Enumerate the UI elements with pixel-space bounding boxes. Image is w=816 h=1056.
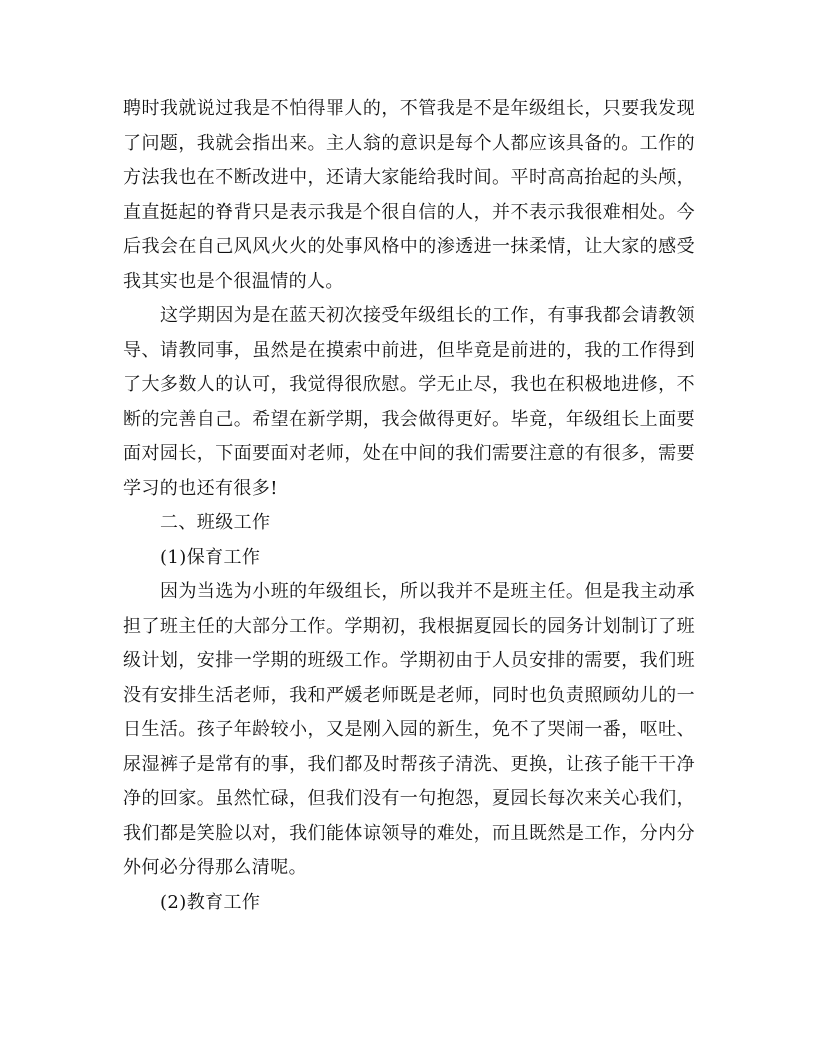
paragraph-care-work: 因为当选为小班的年级组长，所以我并不是班主任。但是我主动承担了班主任的大部分工作。学期初，我根据夏园长的园务计划制订了班级计划，安排一学期的班级工作。学期初由于人员安排的需要，我们班没有安排生活老师，我和严媛老师既是老师，同时也负责照顾幼儿的一日生活。孩子年龄较小，又是刚入园的新生，免不了哭闹一番，呕吐、尿湿裤子是常有的事，我们都及时帮孩子清洗、更换，让孩子能干干净净的回家。虽然忙碌，但我们没有一句抱怨，夏园长每次来关心我们，我们都是笑脸以对，我们能体谅领导的难处，而且既然是工作，分内分外何必分得那么清呢。 bbox=[123, 581, 695, 878]
paragraph-group-leader-work: 这学期因为是在蓝天初次接受年级组长的工作，有事我都会请教领导、请教同事，虽然是在摸索中前进，但毕竟是前进的，我的工作得到了大多数人的认可，我觉得很欣慰。学无止尽，我也在积极地进修，不断的完善自己。希望在新学期，我会做得更好。毕竟，年级组长上面要面对园长，下面要面对老师，处在中间的我们需要注意的有很多，需要学习的也还有很多! bbox=[123, 305, 695, 499]
paragraph-continued: 聘时我就说过我是不怕得罪人的，不管我是不是年级组长，只要我发现了问题，我就会指出来。主人翁的意识是每个人都应该具备的。工作的方法我也在不断改进中，还请大家能给我时间。平时高高抬起的头颅，直直挺起的脊背只是表示我是个很自信的人，并不表示我很难相处。今后我会在自己风风火火的处事风格中的渗透进一抹柔情，让大家的感受我其实也是个很温情的人。 bbox=[123, 98, 695, 292]
document-body bbox=[123, 92, 695, 920]
subsection-heading-care-work: (1)保育工作 bbox=[160, 546, 261, 568]
subsection-heading-education-work: (2)教育工作 bbox=[160, 891, 261, 913]
section-heading-class-work: 二、班级工作 bbox=[160, 512, 271, 533]
